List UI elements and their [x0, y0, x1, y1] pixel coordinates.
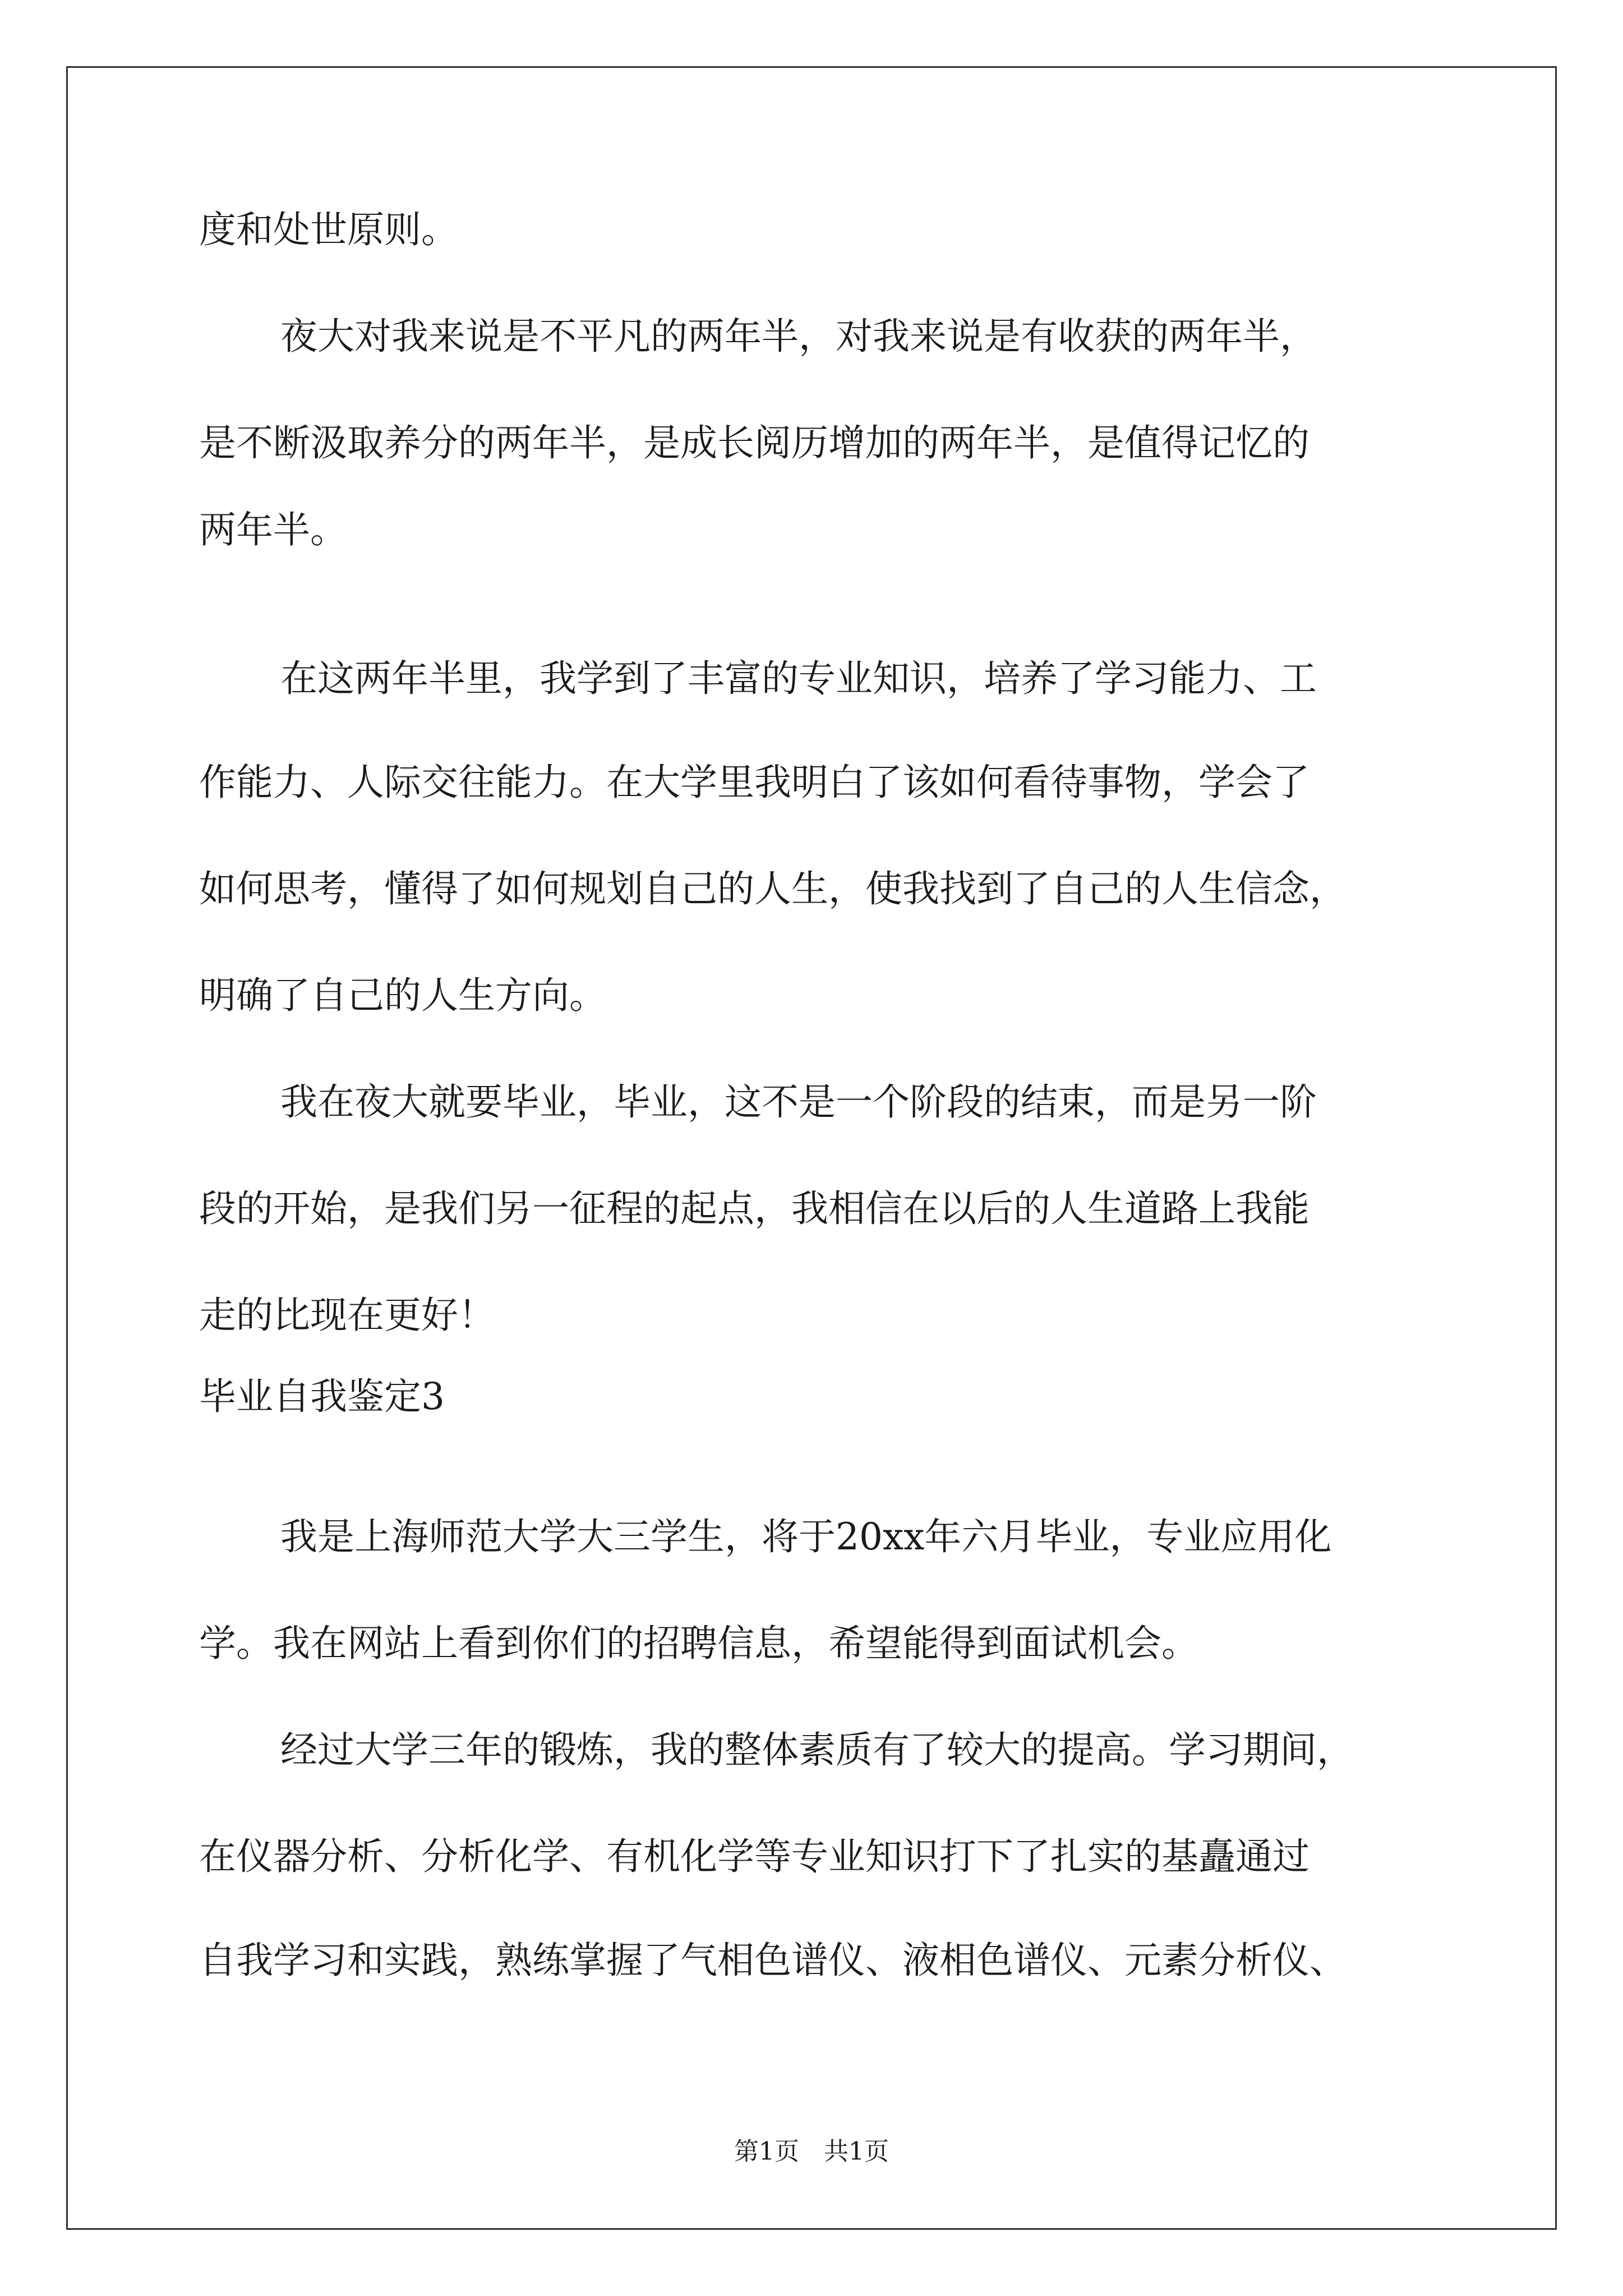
page-border — [66, 66, 1557, 2230]
text-line: 作能力、人际交往能力。在大学里我明白了该如何看待事物，学会了 — [199, 761, 1310, 804]
paragraph-start: 我是上海师范大学大三学生，将于20xx年六月毕业，专业应用化 — [280, 1515, 1332, 1558]
paragraph-start: 我在夜大就要毕业，毕业，这不是一个阶段的结束，而是另一阶 — [280, 1080, 1317, 1124]
section-heading: 毕业自我鉴定3 — [199, 1375, 445, 1418]
paragraph-start: 夜大对我来说是不平凡的两年半，对我来说是有收获的两年半， — [280, 315, 1317, 358]
text-line: 在仪器分析、分析化学、有机化学等专业知识打下了扎实的基矗通过 — [199, 1835, 1310, 1878]
text-line: 段的开始，是我们另一征程的起点，我相信在以后的人生道路上我能 — [199, 1187, 1310, 1230]
paragraph-start: 经过大学三年的锻炼，我的整体素质有了较大的提高。学习期间， — [280, 1728, 1354, 1772]
text-line: 明确了自己的人生方向。 — [199, 974, 606, 1017]
text-line: 学。我在网站上看到你们的招聘信息，希望能得到面试机会。 — [199, 1622, 1198, 1665]
text-line: 如何思考，懂得了如何规划自己的人生，使我找到了自己的人生信念， — [199, 867, 1347, 910]
page-footer: 第1页 共1页 — [734, 2137, 889, 2166]
text-line: 自我学习和实践，熟练掌握了气相色谱仪、液相色谱仪、元素分析仪、 — [199, 1939, 1347, 1982]
text-line: 是不断汲取养分的两年半，是成长阅历增加的两年半，是值得记忆的 — [199, 421, 1310, 464]
paragraph-start: 在这两年半里，我学到了丰富的专业知识，培养了学习能力、工 — [280, 657, 1317, 700]
text-line: 度和处世原则。 — [199, 208, 458, 251]
text-line: 走的比现在更好！ — [199, 1294, 495, 1337]
text-line: 两年半。 — [199, 508, 347, 551]
